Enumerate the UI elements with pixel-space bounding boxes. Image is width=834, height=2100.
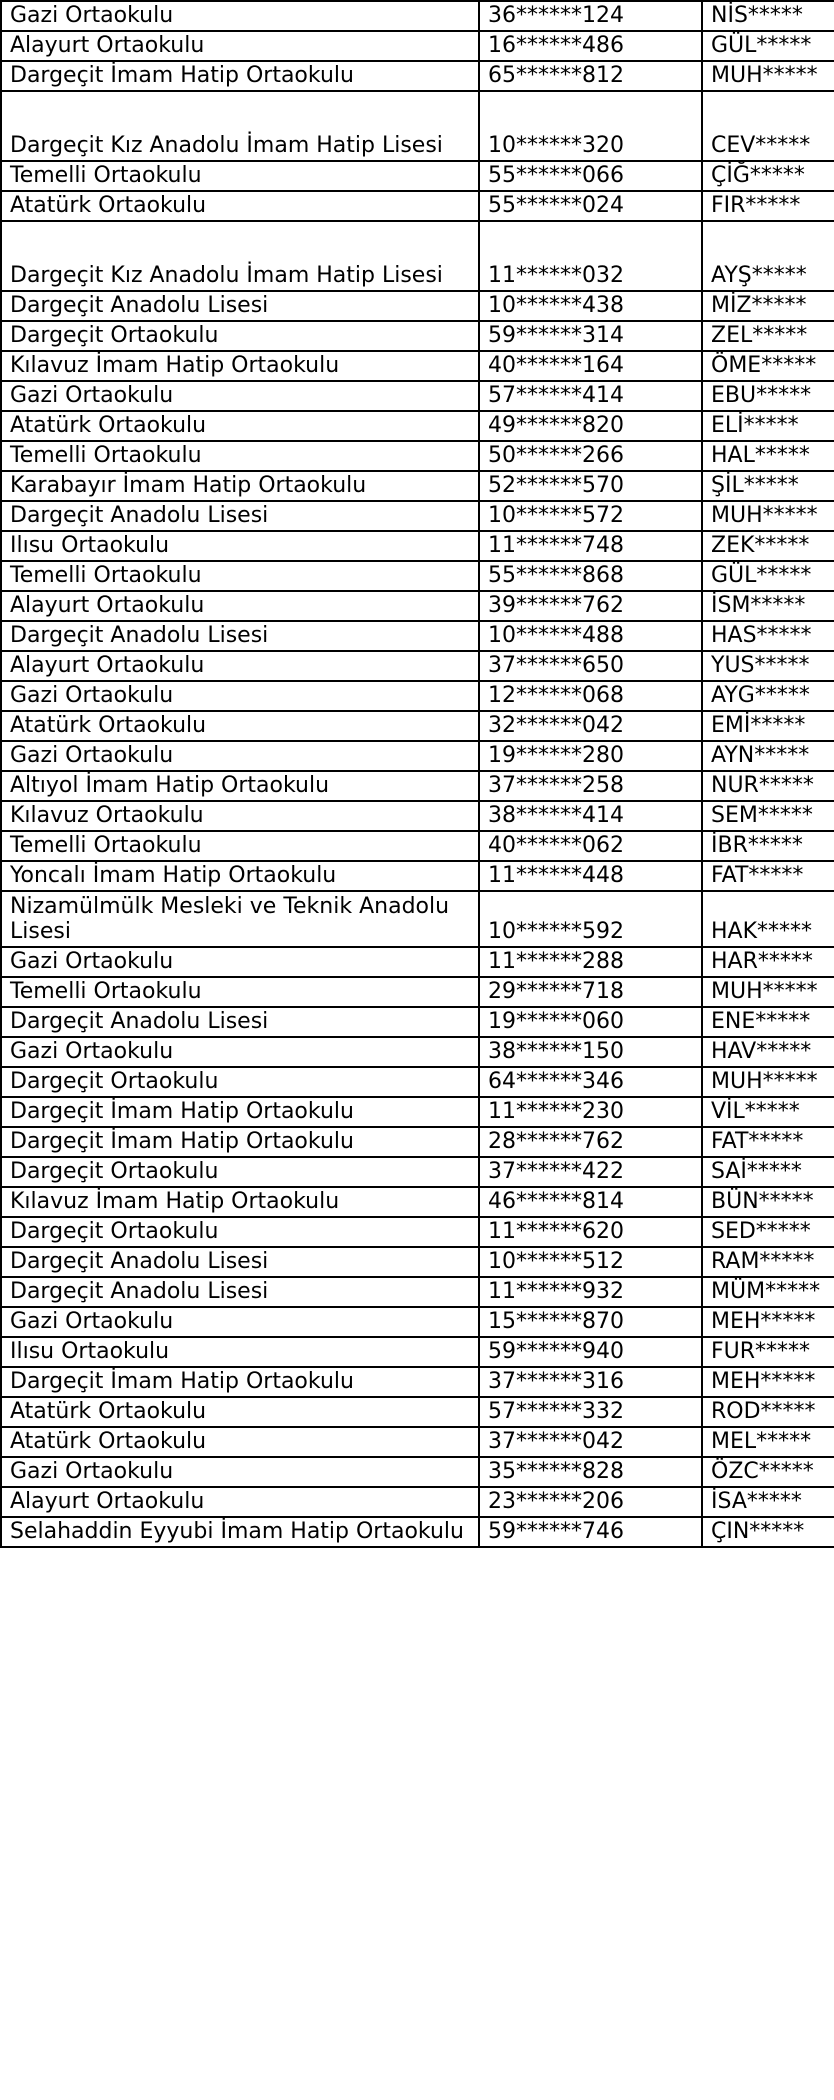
- student-name-cell[interactable]: BÜN*****: [702, 1187, 834, 1217]
- id-number-cell[interactable]: 15******870: [479, 1307, 702, 1337]
- id-number-cell[interactable]: 11******230: [479, 1097, 702, 1127]
- student-name-cell[interactable]: ELİ*****: [702, 411, 834, 441]
- id-number-cell[interactable]: 10******320: [479, 91, 702, 161]
- id-number-cell[interactable]: 46******814: [479, 1187, 702, 1217]
- id-number-cell[interactable]: 38******414: [479, 801, 702, 831]
- student-name-cell[interactable]: MUH*****: [702, 501, 834, 531]
- table-row: [1, 1247, 834, 1277]
- school-cell[interactable]: Gazi Ortaokulu: [1, 1457, 479, 1487]
- student-name-cell[interactable]: MUH*****: [702, 61, 834, 91]
- id-number-cell[interactable]: 23******206: [479, 1487, 702, 1517]
- table-row: [1, 681, 834, 711]
- id-number-cell[interactable]: 59******314: [479, 321, 702, 351]
- id-number-cell[interactable]: 11******032: [479, 221, 702, 291]
- school-cell[interactable]: Gazi Ortaokulu: [1, 947, 479, 977]
- school-cell[interactable]: Temelli Ortaokulu: [1, 561, 479, 591]
- id-number-cell[interactable]: 64******346: [479, 1067, 702, 1097]
- table-row: [1, 91, 834, 161]
- id-number-cell[interactable]: 55******024: [479, 191, 702, 221]
- school-cell[interactable]: Altıyol İmam Hatip Ortaokulu: [1, 771, 479, 801]
- id-number-cell[interactable]: 11******932: [479, 1277, 702, 1307]
- table-row: [1, 1397, 834, 1427]
- id-number-cell[interactable]: 50******266: [479, 441, 702, 471]
- id-number-cell[interactable]: 55******066: [479, 161, 702, 191]
- student-name-cell[interactable]: ŞİL*****: [702, 471, 834, 501]
- school-cell[interactable]: Dargeçit İmam Hatip Ortaokulu: [1, 1097, 479, 1127]
- id-number-cell[interactable]: 57******414: [479, 381, 702, 411]
- student-name-cell[interactable]: ROD*****: [702, 1397, 834, 1427]
- student-name-cell[interactable]: ÇIN*****: [702, 1517, 834, 1547]
- table-row: [1, 1367, 834, 1397]
- table-row: [1, 1457, 834, 1487]
- id-number-cell[interactable]: 59******746: [479, 1517, 702, 1547]
- table-row: [1, 61, 834, 91]
- student-name-cell[interactable]: AYŞ*****: [702, 221, 834, 291]
- id-number-cell[interactable]: 37******042: [479, 1427, 702, 1457]
- school-cell[interactable]: Dargeçit Anadolu Lisesi: [1, 621, 479, 651]
- school-cell[interactable]: Temelli Ortaokulu: [1, 977, 479, 1007]
- school-cell[interactable]: Gazi Ortaokulu: [1, 681, 479, 711]
- student-name-cell[interactable]: ENE*****: [702, 1007, 834, 1037]
- school-cell[interactable]: Selahaddin Eyyubi İmam Hatip Ortaokulu: [1, 1517, 479, 1547]
- id-number-cell[interactable]: 36******124: [479, 1, 702, 31]
- student-name-cell[interactable]: HAV*****: [702, 1037, 834, 1067]
- school-cell[interactable]: Gazi Ortaokulu: [1, 1037, 479, 1067]
- id-number-cell[interactable]: 19******060: [479, 1007, 702, 1037]
- id-number-cell[interactable]: 37******422: [479, 1157, 702, 1187]
- school-cell[interactable]: Atatürk Ortaokulu: [1, 191, 479, 221]
- id-number-cell[interactable]: 49******820: [479, 411, 702, 441]
- table-row: [1, 1127, 834, 1157]
- id-number-cell[interactable]: 65******812: [479, 61, 702, 91]
- school-cell[interactable]: Temelli Ortaokulu: [1, 161, 479, 191]
- table-row: [1, 591, 834, 621]
- table-row: [1, 1217, 834, 1247]
- school-cell[interactable]: Dargeçit Anadolu Lisesi: [1, 501, 479, 531]
- school-cell[interactable]: Dargeçit Anadolu Lisesi: [1, 1247, 479, 1277]
- table-row: [1, 621, 834, 651]
- student-name-cell[interactable]: MUH*****: [702, 977, 834, 1007]
- id-number-cell[interactable]: 37******258: [479, 771, 702, 801]
- school-cell[interactable]: Gazi Ortaokulu: [1, 381, 479, 411]
- id-number-cell[interactable]: 52******570: [479, 471, 702, 501]
- table-row: [1, 741, 834, 771]
- student-name-cell[interactable]: HAS*****: [702, 621, 834, 651]
- student-name-cell[interactable]: FAT*****: [702, 861, 834, 891]
- table-row: [1, 291, 834, 321]
- table-row: [1, 1097, 834, 1127]
- student-name-cell[interactable]: MUH*****: [702, 1067, 834, 1097]
- school-cell[interactable]: Yoncalı İmam Hatip Ortaokulu: [1, 861, 479, 891]
- student-name-cell[interactable]: MEH*****: [702, 1307, 834, 1337]
- student-name-cell[interactable]: SAİ*****: [702, 1157, 834, 1187]
- table-row: [1, 321, 834, 351]
- student-name-cell[interactable]: AYG*****: [702, 681, 834, 711]
- id-number-cell[interactable]: 37******316: [479, 1367, 702, 1397]
- id-number-cell[interactable]: 16******486: [479, 31, 702, 61]
- school-cell[interactable]: Dargeçit İmam Hatip Ortaokulu: [1, 1127, 479, 1157]
- table-row: [1, 1517, 834, 1547]
- table-row: [1, 381, 834, 411]
- school-cell[interactable]: Ilısu Ortaokulu: [1, 1337, 479, 1367]
- id-number-cell[interactable]: 19******280: [479, 741, 702, 771]
- table-row: [1, 1157, 834, 1187]
- table-row: [1, 501, 834, 531]
- id-number-cell[interactable]: 40******164: [479, 351, 702, 381]
- student-name-cell[interactable]: SEM*****: [702, 801, 834, 831]
- school-cell[interactable]: Dargeçit Anadolu Lisesi: [1, 1007, 479, 1037]
- table-row: [1, 801, 834, 831]
- table-row: [1, 221, 834, 291]
- student-name-cell[interactable]: EBU*****: [702, 381, 834, 411]
- school-cell[interactable]: Atatürk Ortaokulu: [1, 1427, 479, 1457]
- school-cell[interactable]: Temelli Ortaokulu: [1, 831, 479, 861]
- table-row: [1, 161, 834, 191]
- table-row: [1, 831, 834, 861]
- student-name-cell[interactable]: SED*****: [702, 1217, 834, 1247]
- school-cell[interactable]: Dargeçit Ortaokulu: [1, 1067, 479, 1097]
- student-name-cell[interactable]: MEL*****: [702, 1427, 834, 1457]
- school-cell[interactable]: Gazi Ortaokulu: [1, 1, 479, 31]
- school-cell[interactable]: Dargeçit Ortaokulu: [1, 1157, 479, 1187]
- school-cell[interactable]: Temelli Ortaokulu: [1, 441, 479, 471]
- id-number-cell[interactable]: 10******572: [479, 501, 702, 531]
- id-number-cell[interactable]: 38******150: [479, 1037, 702, 1067]
- table-row: [1, 1427, 834, 1457]
- student-name-cell[interactable]: İSA*****: [702, 1487, 834, 1517]
- student-name-cell[interactable]: YUS*****: [702, 651, 834, 681]
- school-cell[interactable]: Kılavuz İmam Hatip Ortaokulu: [1, 351, 479, 381]
- school-cell[interactable]: Dargeçit İmam Hatip Ortaokulu: [1, 61, 479, 91]
- table-row: [1, 651, 834, 681]
- table-row: [1, 1337, 834, 1367]
- school-cell[interactable]: Nizamülmülk Mesleki ve Teknik Anadolu Lisesi: [1, 891, 479, 947]
- student-name-cell[interactable]: HAL*****: [702, 441, 834, 471]
- school-cell[interactable]: Atatürk Ortaokulu: [1, 711, 479, 741]
- student-name-cell[interactable]: İBR*****: [702, 831, 834, 861]
- student-name-cell[interactable]: ÇİĞ*****: [702, 161, 834, 191]
- id-number-cell[interactable]: 10******512: [479, 1247, 702, 1277]
- id-number-cell[interactable]: 29******718: [479, 977, 702, 1007]
- student-name-cell[interactable]: MÜM*****: [702, 1277, 834, 1307]
- table-row: [1, 351, 834, 381]
- school-cell[interactable]: Dargeçit İmam Hatip Ortaokulu: [1, 1367, 479, 1397]
- table-row: [1, 1277, 834, 1307]
- id-number-cell[interactable]: 39******762: [479, 591, 702, 621]
- id-number-cell[interactable]: 11******620: [479, 1217, 702, 1247]
- student-name-cell[interactable]: ÖZC*****: [702, 1457, 834, 1487]
- id-number-cell[interactable]: 40******062: [479, 831, 702, 861]
- table-row: [1, 771, 834, 801]
- table-row: [1, 31, 834, 61]
- id-number-cell[interactable]: 10******438: [479, 291, 702, 321]
- table-row: [1, 1037, 834, 1067]
- id-number-cell[interactable]: 11******288: [479, 947, 702, 977]
- student-name-cell[interactable]: FUR*****: [702, 1337, 834, 1367]
- table-row: [1, 1007, 834, 1037]
- school-cell[interactable]: Dargeçit Kız Anadolu İmam Hatip Lisesi: [1, 91, 479, 161]
- id-number-cell[interactable]: 10******488: [479, 621, 702, 651]
- student-name-cell[interactable]: ZEK*****: [702, 531, 834, 561]
- table-row: [1, 711, 834, 741]
- student-name-cell[interactable]: VİL*****: [702, 1097, 834, 1127]
- table-row: [1, 891, 834, 947]
- school-cell[interactable]: Gazi Ortaokulu: [1, 741, 479, 771]
- id-number-cell[interactable]: 37******650: [479, 651, 702, 681]
- student-name-cell[interactable]: FIR*****: [702, 191, 834, 221]
- table-row: [1, 561, 834, 591]
- student-name-cell[interactable]: HAK*****: [702, 891, 834, 947]
- student-name-cell[interactable]: GÜL*****: [702, 561, 834, 591]
- student-name-cell[interactable]: NUR*****: [702, 771, 834, 801]
- id-number-cell[interactable]: 55******868: [479, 561, 702, 591]
- student-name-cell[interactable]: ÖME*****: [702, 351, 834, 381]
- student-name-cell[interactable]: MİZ*****: [702, 291, 834, 321]
- school-cell[interactable]: Kılavuz İmam Hatip Ortaokulu: [1, 1187, 479, 1217]
- student-name-cell[interactable]: GÜL*****: [702, 31, 834, 61]
- table-row: [1, 1187, 834, 1217]
- school-cell[interactable]: Kılavuz Ortaokulu: [1, 801, 479, 831]
- student-name-cell[interactable]: EMİ*****: [702, 711, 834, 741]
- school-cell[interactable]: Atatürk Ortaokulu: [1, 411, 479, 441]
- id-number-cell[interactable]: 11******748: [479, 531, 702, 561]
- student-name-cell[interactable]: MEH*****: [702, 1367, 834, 1397]
- id-number-cell[interactable]: 10******592: [479, 891, 702, 947]
- id-number-cell[interactable]: 28******762: [479, 1127, 702, 1157]
- table-row: [1, 1307, 834, 1337]
- school-cell[interactable]: Ilısu Ortaokulu: [1, 531, 479, 561]
- student-name-cell[interactable]: RAM*****: [702, 1247, 834, 1277]
- table-body: [1, 1, 834, 1547]
- id-number-cell[interactable]: 12******068: [479, 681, 702, 711]
- table-row: [1, 1487, 834, 1517]
- table-row: [1, 441, 834, 471]
- table-row: [1, 1, 834, 31]
- school-cell[interactable]: Gazi Ortaokulu: [1, 1307, 479, 1337]
- student-name-cell[interactable]: AYN*****: [702, 741, 834, 771]
- school-cell[interactable]: Dargeçit Ortaokulu: [1, 1217, 479, 1247]
- table-row: [1, 411, 834, 441]
- table-row: [1, 471, 834, 501]
- table-row: [1, 531, 834, 561]
- table-row: [1, 191, 834, 221]
- id-number-cell[interactable]: 59******940: [479, 1337, 702, 1367]
- student-name-cell[interactable]: CEV*****: [702, 91, 834, 161]
- school-cell[interactable]: Dargeçit Ortaokulu: [1, 321, 479, 351]
- school-cell[interactable]: Alayurt Ortaokulu: [1, 651, 479, 681]
- school-cell[interactable]: Alayurt Ortaokulu: [1, 31, 479, 61]
- table-row: [1, 947, 834, 977]
- school-cell[interactable]: Karabayır İmam Hatip Ortaokulu: [1, 471, 479, 501]
- school-cell[interactable]: Dargeçit Anadolu Lisesi: [1, 291, 479, 321]
- student-name-cell[interactable]: İSM*****: [702, 591, 834, 621]
- school-cell[interactable]: Alayurt Ortaokulu: [1, 1487, 479, 1517]
- student-name-cell[interactable]: FAT*****: [702, 1127, 834, 1157]
- student-name-cell[interactable]: HAR*****: [702, 947, 834, 977]
- id-number-cell[interactable]: 35******828: [479, 1457, 702, 1487]
- table-row: [1, 861, 834, 891]
- id-number-cell[interactable]: 57******332: [479, 1397, 702, 1427]
- school-cell[interactable]: Dargeçit Anadolu Lisesi: [1, 1277, 479, 1307]
- student-name-cell[interactable]: ZEL*****: [702, 321, 834, 351]
- table-row: [1, 977, 834, 1007]
- school-cell[interactable]: Alayurt Ortaokulu: [1, 591, 479, 621]
- school-cell[interactable]: Atatürk Ortaokulu: [1, 1397, 479, 1427]
- table-row: [1, 1067, 834, 1097]
- id-number-cell[interactable]: 11******448: [479, 861, 702, 891]
- id-number-cell[interactable]: 32******042: [479, 711, 702, 741]
- school-cell[interactable]: Dargeçit Kız Anadolu İmam Hatip Lisesi: [1, 221, 479, 291]
- student-name-cell[interactable]: NİS*****: [702, 1, 834, 31]
